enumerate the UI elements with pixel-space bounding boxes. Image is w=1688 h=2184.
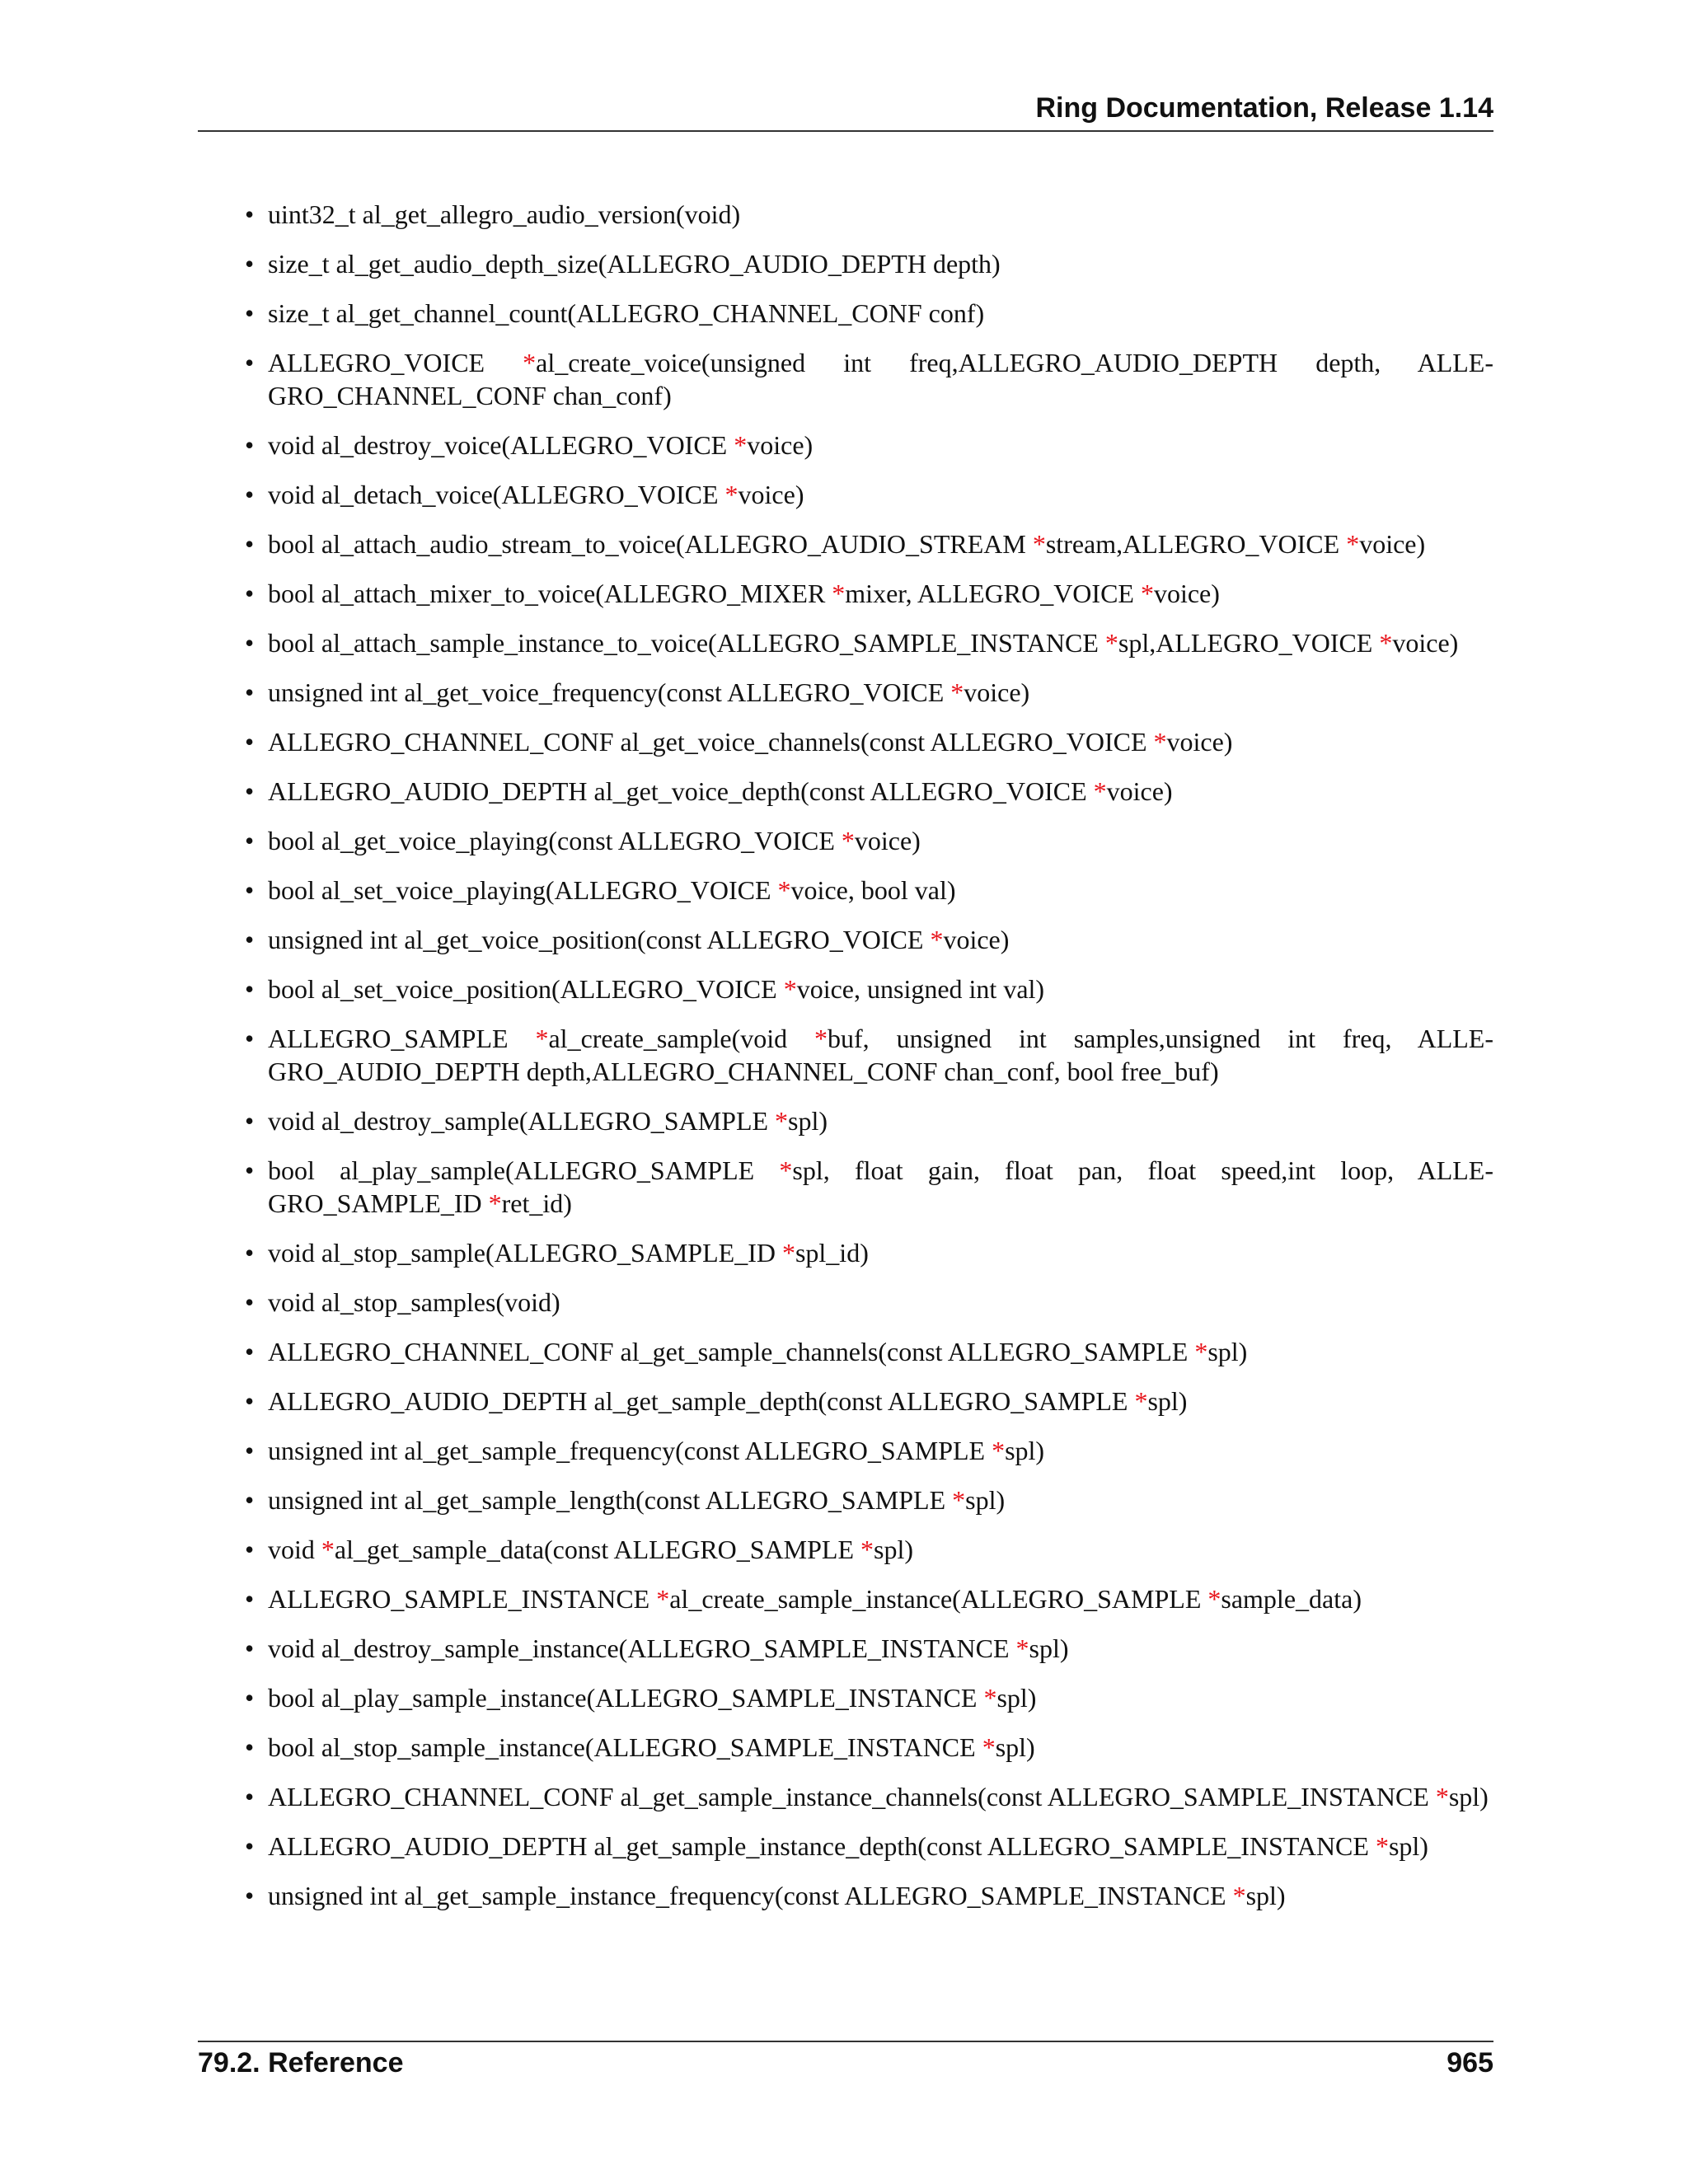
footer-page-number: 965 [1447,2047,1493,2079]
list-item: • bool al_stop_sample_instance(ALLEGRO_SAMPLE_INSTANCE *spl) [268,1731,1493,1764]
list-item: • ALLEGRO_AUDIO_DEPTH al_get_sample_instance_depth(const ALLEGRO_SAMPLE_INSTANCE *spl) [268,1830,1493,1863]
list-item: • void al_stop_samples(void) [268,1286,1493,1319]
list-item: • bool al_play_sample_instance(ALLEGRO_SAMPLE_INSTANCE *spl) [268,1681,1493,1714]
list-item: • size_t al_get_audio_depth_size(ALLEGRO_AUDIO_DEPTH depth) [268,247,1493,280]
list-item: • bool al_get_voice_playing(const ALLEGRO_VOICE *voice) [268,824,1493,857]
list-item: • void *al_get_sample_data(const ALLEGRO_SAMPLE *spl) [268,1533,1493,1566]
footer-section: 79.2. Reference [198,2047,404,2079]
list-item: • unsigned int al_get_sample_length(const ALLEGRO_SAMPLE *spl) [268,1483,1493,1516]
list-item: • ALLEGRO_AUDIO_DEPTH al_get_voice_depth(const ALLEGRO_VOICE *voice) [268,775,1493,808]
list-item: • ALLEGRO_CHANNEL_CONF al_get_voice_channels(const ALLEGRO_VOICE *voice) [268,725,1493,758]
page-footer [198,2047,1493,2079]
header-rule [198,130,1493,132]
list-item: • unsigned int al_get_voice_frequency(const ALLEGRO_VOICE *voice) [268,676,1493,709]
list-item: • unsigned int al_get_sample_frequency(const ALLEGRO_SAMPLE *spl) [268,1434,1493,1467]
list-item: • void al_stop_sample(ALLEGRO_SAMPLE_ID *spl_id) [268,1236,1493,1269]
list-item: • void al_destroy_sample(ALLEGRO_SAMPLE *spl) [268,1104,1493,1137]
list-item: • bool al_play_sample(ALLEGRO_SAMPLE *spl, float gain, float pan, float speed,int loop, ALLE-GRO_SAMPLE_ID *ret_id) [268,1154,1493,1220]
list-item: • ALLEGRO_CHANNEL_CONF al_get_sample_instance_channels(const ALLEGRO_SAMPLE_INSTANCE *spl) [268,1780,1493,1813]
list-item: • ALLEGRO_VOICE *al_create_voice(unsigned int freq,ALLEGRO_AUDIO_DEPTH depth, ALLE-GRO_CHANNEL_CONF chan_conf) [268,346,1493,412]
list-item: • ALLEGRO_AUDIO_DEPTH al_get_sample_depth(const ALLEGRO_SAMPLE *spl) [268,1385,1493,1418]
list-item: • bool al_attach_audio_stream_to_voice(ALLEGRO_AUDIO_STREAM *stream,ALLEGRO_VOICE *voice) [268,527,1493,560]
page-header-title: Ring Documentation, Release 1.14 [1035,92,1493,124]
list-item: • ALLEGRO_CHANNEL_CONF al_get_sample_channels(const ALLEGRO_SAMPLE *spl) [268,1335,1493,1368]
list-item: • unsigned int al_get_voice_position(const ALLEGRO_VOICE *voice) [268,923,1493,956]
footer-rule [198,2041,1493,2042]
list-item: • void al_destroy_sample_instance(ALLEGRO_SAMPLE_INSTANCE *spl) [268,1632,1493,1665]
function-list [268,198,1493,1929]
list-item: • bool al_attach_sample_instance_to_voice(ALLEGRO_SAMPLE_INSTANCE *spl,ALLEGRO_VOICE *voice) [268,626,1493,659]
list-item: • bool al_set_voice_position(ALLEGRO_VOICE *voice, unsigned int val) [268,972,1493,1005]
list-item: • bool al_attach_mixer_to_voice(ALLEGRO_MIXER *mixer, ALLEGRO_VOICE *voice) [268,577,1493,610]
list-item: • ALLEGRO_SAMPLE_INSTANCE *al_create_sample_instance(ALLEGRO_SAMPLE *sample_data) [268,1582,1493,1615]
list-item: • ALLEGRO_SAMPLE *al_create_sample(void *buf, unsigned int samples,unsigned int freq, ALLE-GRO_AUDIO_DEPTH depth,ALLEGRO_CHANNEL_CONF chan_conf, bool free_buf) [268,1022,1493,1088]
list-item: • void al_destroy_voice(ALLEGRO_VOICE *voice) [268,429,1493,462]
list-item: • size_t al_get_channel_count(ALLEGRO_CHANNEL_CONF conf) [268,297,1493,330]
list-item: • unsigned int al_get_sample_instance_frequency(const ALLEGRO_SAMPLE_INSTANCE *spl) [268,1879,1493,1912]
list-item: • bool al_set_voice_playing(ALLEGRO_VOICE *voice, bool val) [268,874,1493,907]
list-item: • uint32_t al_get_allegro_audio_version(void) [268,198,1493,231]
list-item: • void al_detach_voice(ALLEGRO_VOICE *voice) [268,478,1493,511]
